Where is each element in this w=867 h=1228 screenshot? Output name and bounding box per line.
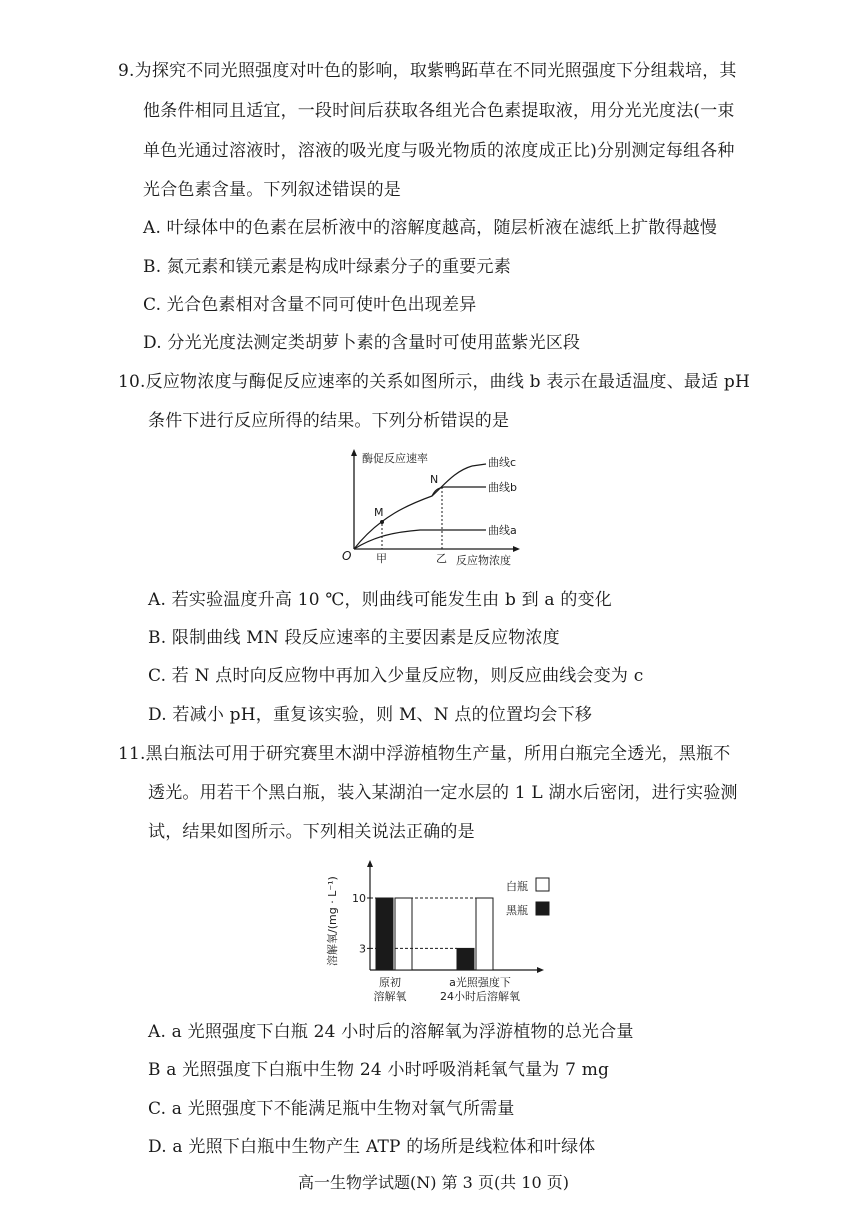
curve-b-label: 曲线b [488,481,517,494]
q10-stem-line: 反应物浓度与酶促反应速率的关系如图所示，曲线 b 表示在最适温度、最适 pH [145,372,751,392]
bar-white-bottle [476,898,493,970]
q11-option-c: C. a 光照强度下不能满足瓶中生物对氧气所需量 [148,1099,515,1119]
q9-option-c: C. 光合色素相对含量不同可使叶色出现差异 [143,295,477,315]
curve-a-label: 曲线a [488,524,517,537]
x-axis-label: 反应物浓度 [456,554,511,567]
legend-swatch [536,878,549,891]
y-tick-label: 10 [352,892,366,905]
q10-option-c: C. 若 N 点时向反应物中再加入少量反应物，则反应曲线会变为 c [148,666,644,686]
q11-option-b: B a 光照强度下白瓶中生物 24 小时呼吸消耗氧气量为 7 mg [148,1060,610,1080]
bar-white-bottle [395,898,412,970]
q9-stem-line: 为探究不同光照强度对叶色的影响，取紫鸭跖草在不同光照强度下分组栽培，其 [134,61,737,81]
bar-black-bottle [457,948,474,970]
q10-number: 10. [118,372,146,392]
q10-option-d: D. 若减小 pH，重复该实验，则 M、N 点的位置均会下移 [148,705,593,725]
category-label: 溶解氧 [373,990,407,1003]
curve-a [354,530,486,549]
q9-option-b: B. 氮元素和镁元素是构成叶绿素分子的重要元素 [143,257,511,277]
q9-number: 9. [118,61,135,81]
point-n-label: N [430,473,439,486]
chart-x-axis-arrow [537,967,544,973]
curve-c-label: 曲线c [488,456,517,469]
chart-y-label: 溶解氧/(mg · L⁻¹) [326,876,339,966]
q9-line-1 [118,59,737,83]
x-mark-jia: 甲 [376,552,387,565]
category-label: 原初 [379,976,401,989]
q11-stem-line: 黑白瓶法可用于研究赛里木湖中浮游植物生产量，所用白瓶完全透光，黑瓶不 [145,744,731,764]
curve-c-extension [472,464,486,466]
category-label: 24小时后溶解氧 [440,990,520,1003]
legend-label: 黑瓶 [506,904,528,917]
y-tick-label: 3 [359,942,366,956]
q11-number: 11. [118,744,146,764]
q11-stem-line: 透光。用若干个黑白瓶，装入某湖泊一定水层的 1 L 湖水后密闭，进行实验测 [148,783,738,803]
chart-y-axis-arrow [367,860,373,867]
q10-stem-line: 条件下进行反应所得的结果。下列分析错误的是 [148,411,510,431]
curve-b [432,487,486,496]
page-footer: 高一生物学试题(N) 第 3 页(共 10 页) [298,1173,569,1192]
q10-line-1 [118,370,750,394]
q9-option-a: A. 叶绿体中的色素在层析液中的溶解度越高，随层析液在滤纸上扩散得越慢 [143,218,718,238]
y-axis-arrow [351,449,357,456]
q9-stem-line: 单色光通过溶液时，溶液的吸光度与吸光物质的浓度成正比)分别测定每组各种 [143,141,735,161]
x-axis-arrow [513,546,520,552]
q9-stem-line: 他条件相同且适宜，一段时间后获取各组光合色素提取液，用分光光度法(一束 [143,101,735,121]
q11-option-d: D. a 光照下白瓶中生物产生 ATP 的场所是线粒体和叶绿体 [148,1137,596,1157]
dissolved-oxygen-chart [320,858,560,1008]
legend-label: 白瓶 [506,880,528,893]
point-m [380,520,384,524]
q11-option-a: A. a 光照强度下白瓶 24 小时后的溶解氧为浮游植物的总光合量 [148,1022,634,1042]
q10-option-b: B. 限制曲线 MN 段反应速率的主要因素是反应物浓度 [148,628,560,648]
q9-option-d: D. 分光光度法测定类胡萝卜素的含量时可使用蓝紫光区段 [143,333,581,353]
q10-option-a: A. 若实验温度升高 10 ℃，则曲线可能发生由 b 到 a 的变化 [148,590,612,610]
y-axis-label: 酶促反应速率 [362,452,428,465]
curve-c [354,466,472,549]
enzyme-rate-figure [320,444,540,572]
q11-stem-line: 试，结果如图所示。下列相关说法正确的是 [148,822,475,842]
bar-black-bottle [376,898,393,970]
q9-stem-line: 光合色素含量。下列叙述错误的是 [143,180,401,200]
category-label: a光照强度下 [449,976,511,989]
origin-label: O [342,549,352,563]
legend-swatch [536,902,549,915]
q11-line-1 [118,742,730,766]
point-m-label: M [374,506,384,519]
x-mark-yi: 乙 [436,552,447,565]
